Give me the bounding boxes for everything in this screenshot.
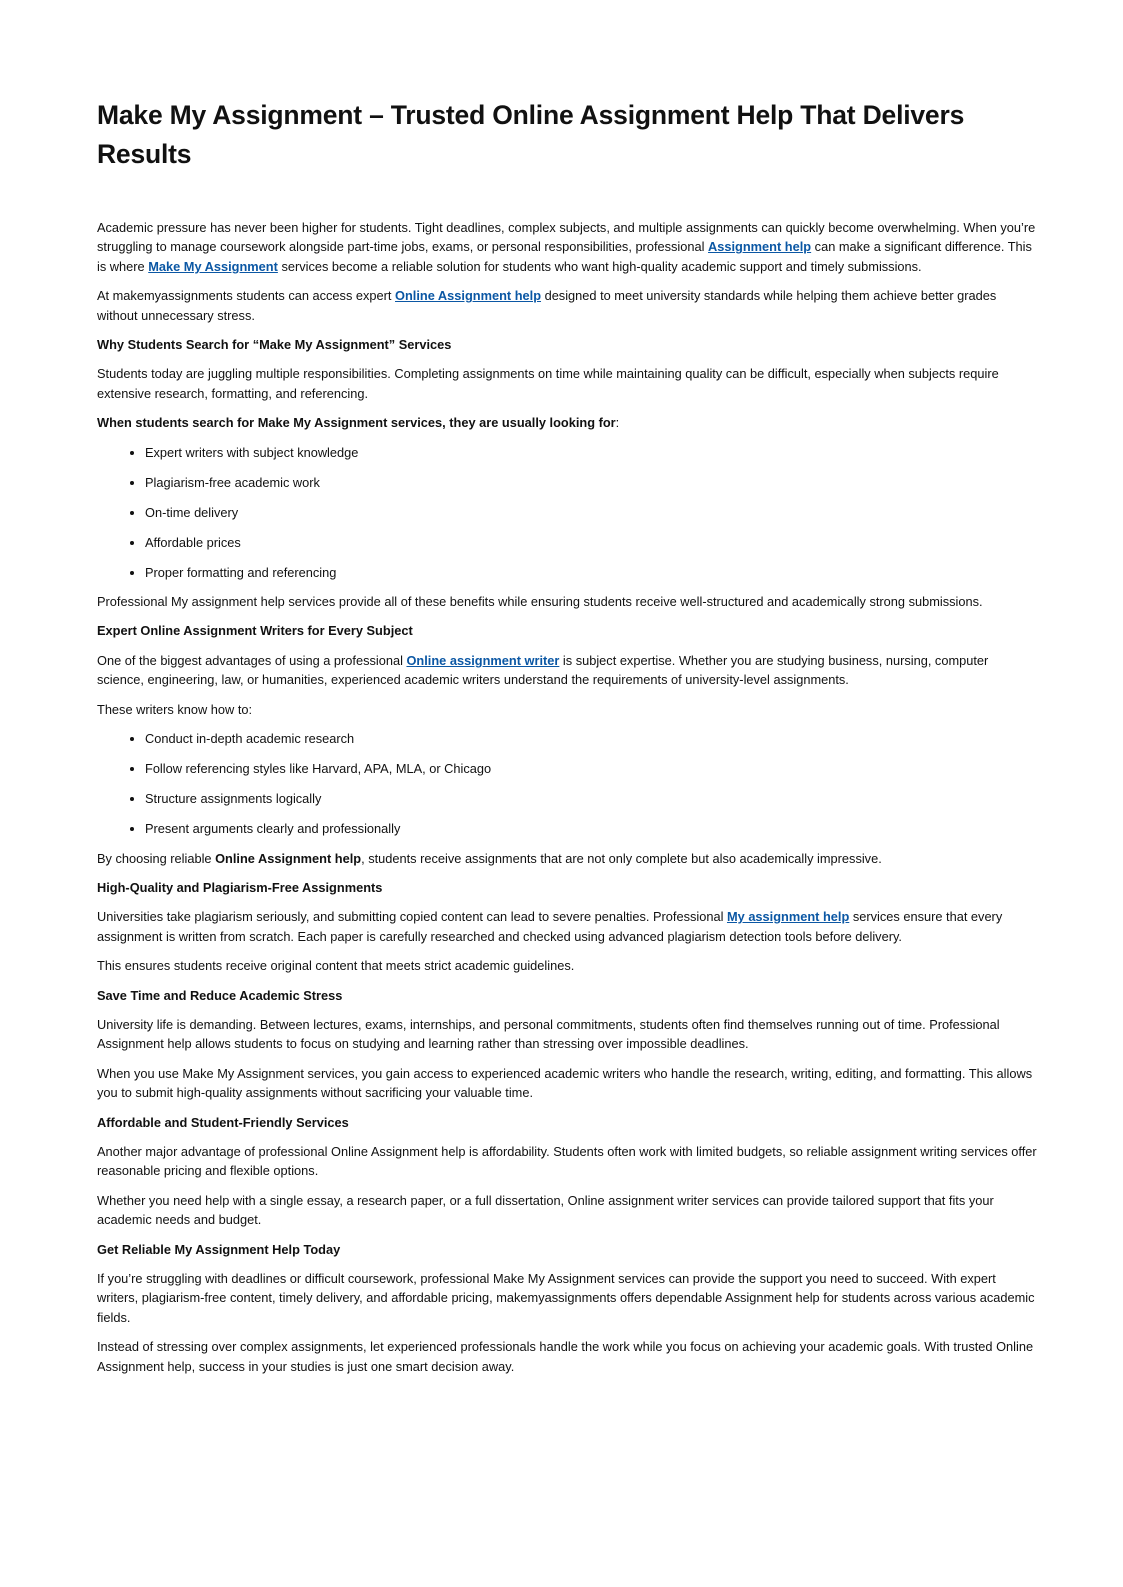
- online-assignment-help-link[interactable]: Online Assignment help: [395, 288, 542, 304]
- quality-text: services ensure that every assignment is written from scratch. Each paper is carefully researched and checked using advanced plagiarism detection tools before delivery.: [97, 909, 1003, 944]
- today-heading: Get Reliable My Assignment Help Today: [97, 1241, 341, 1257]
- online-assignment-writer-link[interactable]: Online assignment writer: [406, 652, 560, 668]
- time-heading: Save Time and Reduce Academic Stress: [97, 987, 343, 1003]
- today-paragraph-1: If you’re struggling with deadlines or difficult coursework, professional Make My Assignment services can provide the support you need to succeed. With expert writers, plagiarism-free content, timely delivery, and affordable pricing, makemyassignments offers dependable Assignment help for students across various academic fields.: [97, 1271, 1035, 1325]
- document-page: [97, 96, 1037, 1386]
- experts-list: [97, 729, 1037, 838]
- intro-paragraph-1: [97, 218, 1037, 276]
- intro-text: designed to meet university standards while helping them achieve better grades without unnecessary stress.: [97, 288, 997, 323]
- afford-heading: Affordable and Student-Friendly Services: [97, 1114, 349, 1130]
- intro-text: At makemyassignments students can access expert: [97, 288, 396, 304]
- time-paragraph-1: University life is demanding. Between lectures, exams, internships, and personal commitments, students often find themselves running out of time. Professional Assignment help allows students to focus on studying and learning rather than stressing over impossible deadlines.: [97, 1016, 1000, 1052]
- list-item: • Plagiarism-free academic work: [145, 473, 1037, 492]
- why-lead-tail: :: [615, 415, 620, 431]
- make-my-assignment-link[interactable]: Make My Assignment: [148, 258, 278, 274]
- experts-text: By choosing reliable: [97, 850, 216, 866]
- list-item: • On-time delivery: [145, 503, 1037, 522]
- quality-paragraph-1: [97, 907, 1037, 946]
- experts-paragraph-1: [97, 651, 1037, 690]
- today-paragraph-2: Instead of stressing over complex assignments, let experienced professionals handle the work while you focus on achieving your academic goals. With trusted Online Assignment help, success in your studies is just one smart decision away.: [97, 1339, 1034, 1374]
- why-paragraph-1: Students today are juggling multiple responsibilities. Completing assignments on time while maintaining quality can be difficult, especially when subjects require extensive research, formatting, and referencing.: [97, 366, 999, 401]
- experts-heading: Expert Online Assignment Writers for Every Subject: [97, 623, 413, 639]
- experts-paragraph-3: [97, 849, 1037, 868]
- why-lead: [97, 413, 1037, 432]
- page-title: Make My Assignment – Trusted Online Assignment Help That Delivers Results: [97, 100, 965, 169]
- list-item: • Expert writers with subject knowledge: [145, 443, 1037, 462]
- experts-text: One of the biggest advantages of using a professional: [97, 652, 407, 668]
- experts-bold: Online Assignment help: [215, 850, 362, 866]
- afford-paragraph-1: Another major advantage of professional Online Assignment help is affordability. Students often work with limited budgets, so reliable assignment writing services offer reasonable pricing and flexible options.: [97, 1143, 1037, 1179]
- quality-paragraph-2: This ensures students receive original content that meets strict academic guidelines.: [97, 958, 575, 974]
- list-item: • Affordable prices: [145, 533, 1037, 552]
- list-item: • Proper formatting and referencing: [145, 563, 1037, 582]
- experts-text: , students receive assignments that are not only complete but also academically impressive.: [361, 850, 882, 866]
- quality-text: Universities take plagiarism seriously, and submitting copied content can lead to severe penalties. Professional: [97, 909, 727, 925]
- list-item: • Conduct in-depth academic research: [145, 729, 1037, 748]
- afford-paragraph-2: Whether you need help with a single essay, a research paper, or a full dissertation, Online assignment writer services can provide tailored support that fits your academic needs and budget.: [97, 1192, 994, 1228]
- why-heading: Why Students Search for “Make My Assignment” Services: [97, 337, 452, 353]
- why-lead-bold: When students search for Make My Assignment services, they are usually looking for: [97, 415, 616, 431]
- my-assignment-help-link[interactable]: My assignment help: [726, 909, 850, 925]
- list-item: • Structure assignments logically: [145, 789, 1037, 808]
- time-paragraph-2: When you use Make My Assignment services, you gain access to experienced academic writers who handle the research, writing, editing, and formatting. This allows you to submit high-quality assignments without sacrificing your valuable time.: [97, 1065, 1033, 1101]
- quality-heading: High-Quality and Plagiarism-Free Assignments: [97, 879, 383, 895]
- intro-text: Academic pressure has never been higher for students. Tight deadlines, complex subjects, and multiple assignments can quickly become overwhelming. When you’re struggling to manage coursework alongside part-time jobs, exams, or personal responsibilities, professional: [97, 220, 1036, 255]
- intro-text: can make a significant difference. This is where: [97, 239, 1032, 274]
- intro-paragraph-2: [97, 286, 1037, 325]
- experts-text: is subject expertise. Whether you are studying business, nursing, computer science, engineering, law, or humanities, experienced academic writers understand the requirements of university-level assignments.: [97, 652, 989, 688]
- experts-paragraph-2: These writers know how to:: [97, 701, 253, 717]
- assignment-help-link[interactable]: Assignment help: [708, 239, 812, 255]
- why-list: [97, 443, 1037, 582]
- list-item: • Present arguments clearly and professionally: [145, 819, 1037, 838]
- why-paragraph-2: Professional My assignment help services provide all of these benefits while ensuring students receive well-structured and academically strong submissions.: [97, 594, 983, 610]
- intro-text: services become a reliable solution for students who want high-quality academic support and timely submissions.: [277, 258, 922, 274]
- list-item: • Follow referencing styles like Harvard, APA, MLA, or Chicago: [145, 759, 1037, 778]
